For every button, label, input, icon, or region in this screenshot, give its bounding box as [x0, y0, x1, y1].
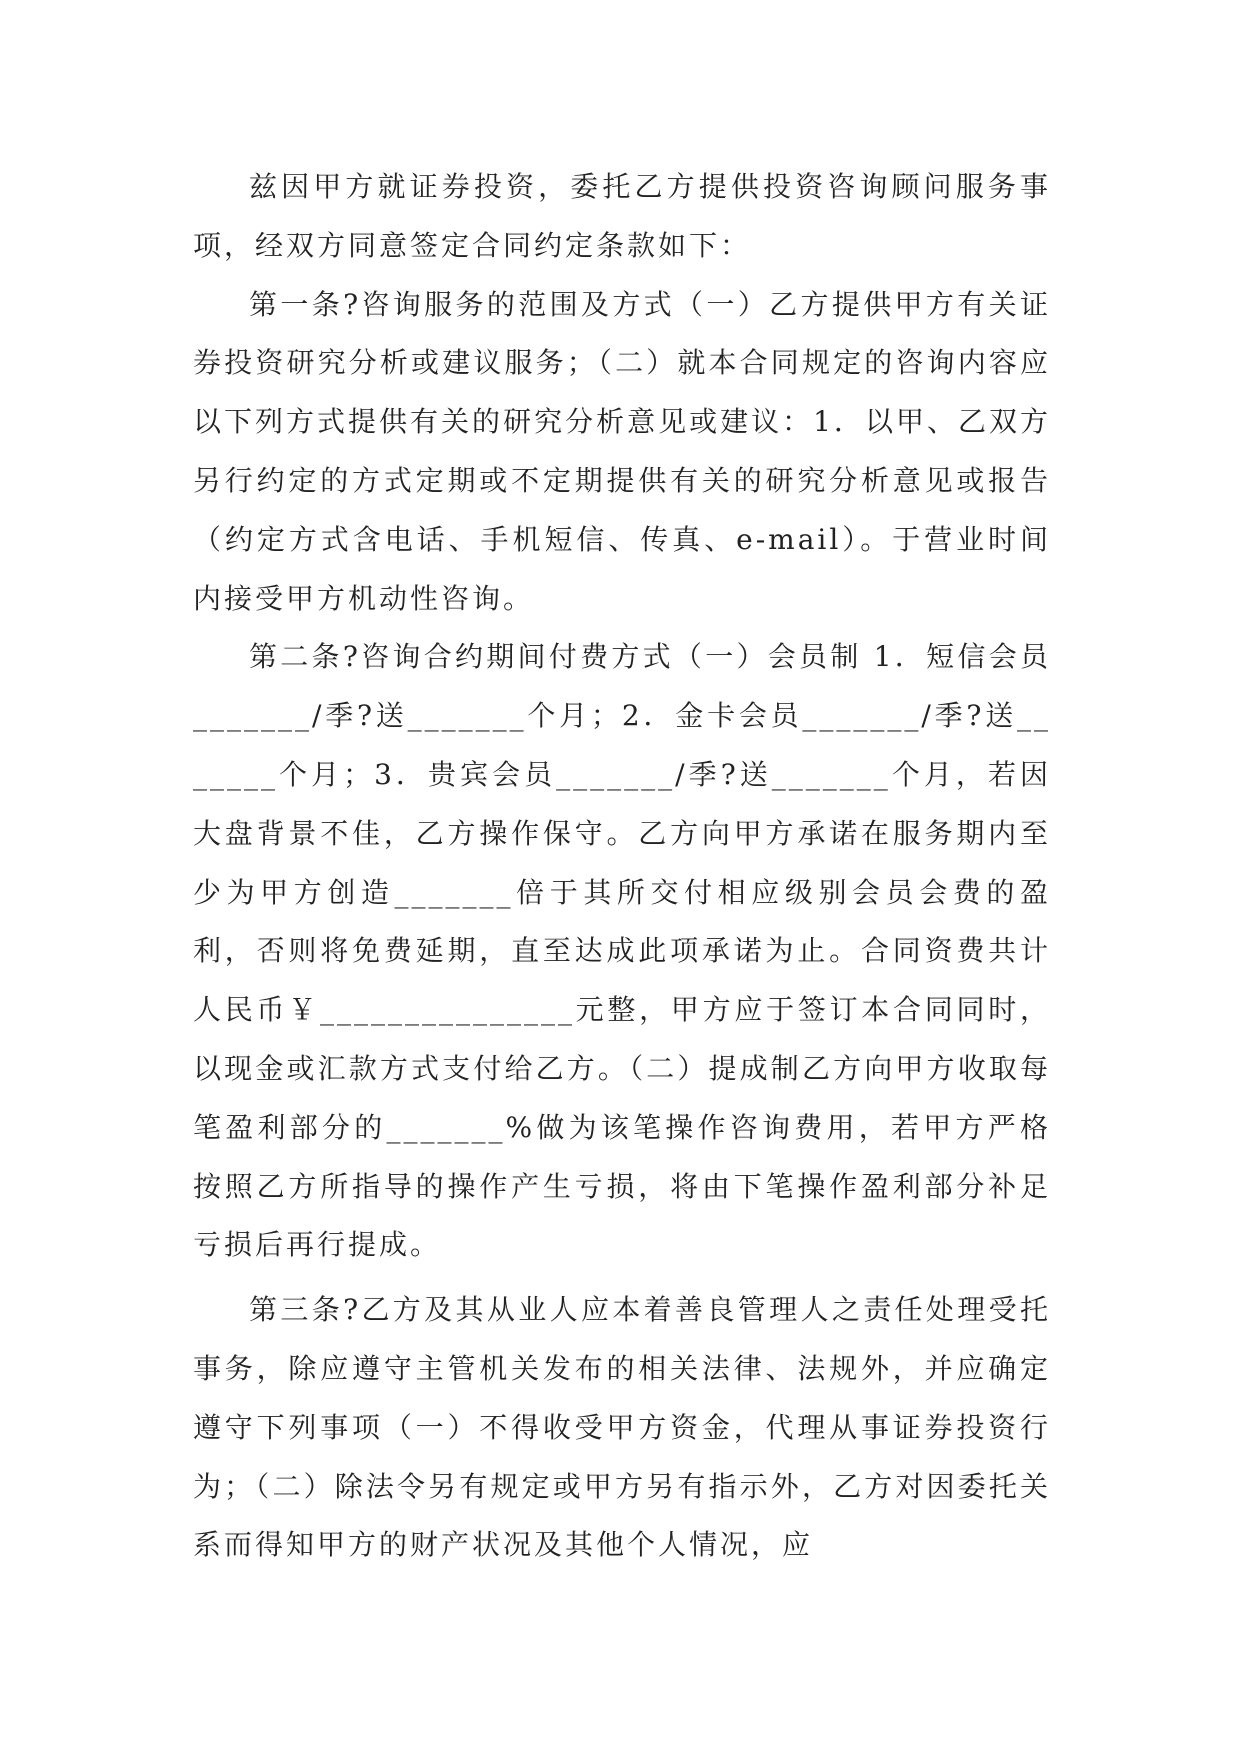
paragraph-article-2: 第二条?咨询合约期间付费方式（一）会员制 1．短信会员_______/季?送_______个月；2．金卡会员_______/季?送_______个月；3．贵宾会员_______/季?送_______个月，若因大盘背景不佳，乙方操作保守。乙方向甲方承诺在服务期内至少为甲方创造_______倍于其所交付相应级别会员会费的盈利，否则将免费延期，直至达成此项承诺为止。合同资费共计人民币￥_______________元整，甲方应于签订本合同同时，以现金或汇款方式支付给乙方。（二）提成制乙方向甲方收取每笔盈利部分的_______%做为该笔操作咨询费用，若甲方严格按照乙方所指导的操作产生亏损，将由下笔操作盈利部分补足亏损后再行提成。	[193, 640, 1051, 1262]
paragraph-article-3: 第三条?乙方及其从业人应本着善良管理人之责任处理受托事务，除应遵守主管机关发布的相关法律、法规外，并应确定遵守下列事项（一）不得收受甲方资金，代理从事证券投资行为；（二）除法令另有规定或甲方另有指示外，乙方对因委托关系而得知甲方的财产状况及其他个人情况，应	[193, 1293, 1051, 1562]
paragraph-intro: 兹因甲方就证券投资，委托乙方提供投资咨询顾问服务事项，经双方同意签定合同约定条款如下：	[193, 170, 1051, 262]
paragraph-article-1: 第一条?咨询服务的范围及方式（一）乙方提供甲方有关证券投资研究分析或建议服务；（二）就本合同规定的咨询内容应以下列方式提供有关的研究分析意见或建议：1．以甲、乙双方另行约定的方式定期或不定期提供有关的研究分析意见或报告（约定方式含电话、手机短信、传真、e-mail）。于营业时间内接受甲方机动性咨询。	[193, 287, 1051, 615]
document-body	[193, 158, 1051, 1575]
